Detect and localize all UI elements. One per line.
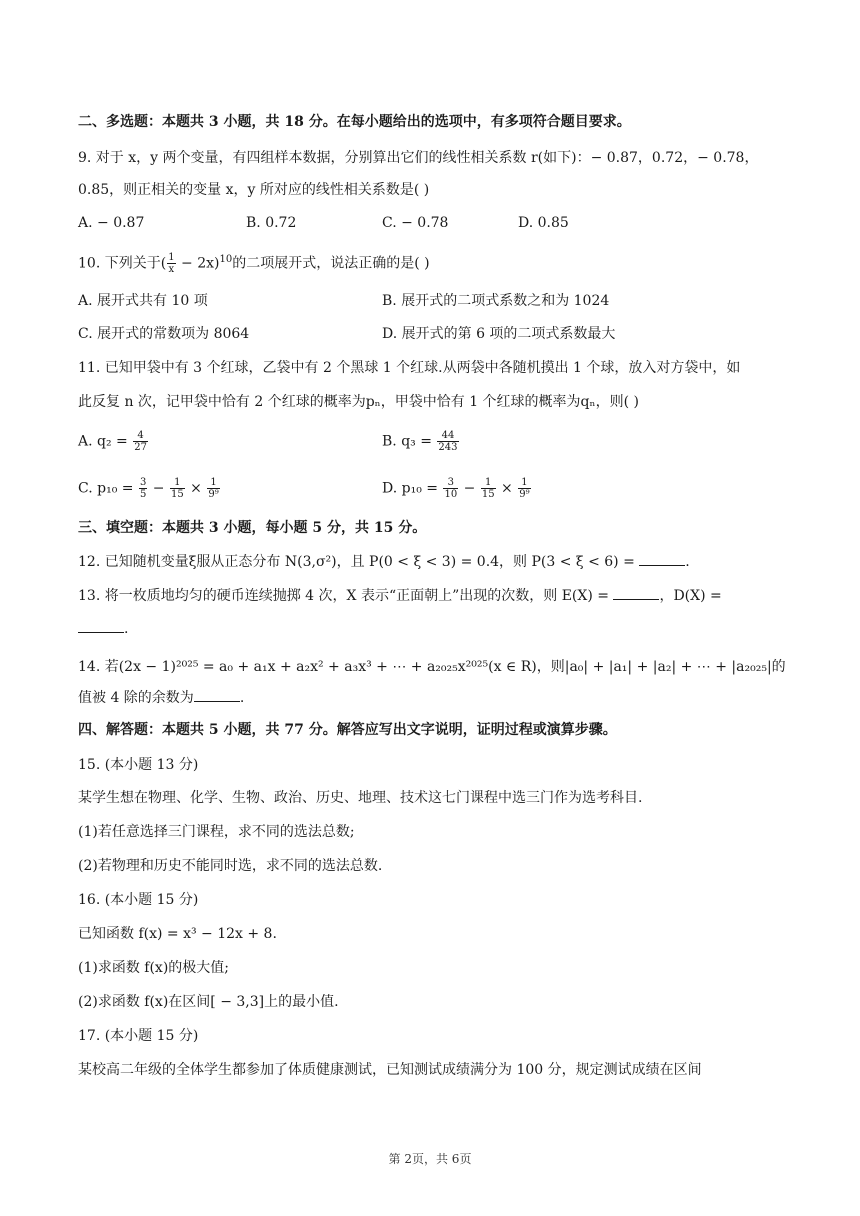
q11-option-d: D. p₁₀ = $\frac{3}{10}$ − $\frac{1}{15}$ × $\frac{1}{\text{9⁹}}$ [382,477,530,500]
q10-option-b: B. 展开式的二项式系数之和为 1024 [382,293,610,309]
q10-fraction: $\frac{1}{x}$ [168,252,175,276]
q9-line1: 9. 对于 x，y 两个变量，有四组样本数据，分别算出它们的线性相关系数 r(如下)：− 0.87，0.72，− 0.78， [78,150,759,166]
q16-head: 16. (本小题 15 分) [78,892,199,908]
q13-line2: . [78,619,790,639]
q15-body: 某学生想在物理、化学、生物、政治、历史、地理、技术这七门课程中选三门作为选考科目. [78,790,643,806]
q11-option-c: C. p₁₀ = $\frac{3}{5}$ − $\frac{1}{15}$ × $\frac{1}{\text{9⁹}}$ [78,477,219,500]
q10-option-a: A. 展开式共有 10 项 [78,293,208,309]
q9-option-b: B. 0.72 [246,215,297,231]
q15-part2: (2)若物理和历史不能同时选，求不同的选法总数. [78,858,383,874]
q16-body: 已知函数 f(x) = x³ − 12x + 8. [78,926,277,942]
q13-line1: 13. 将一枚质地均匀的硬币连续抛掷 4 次，X 表示“正面朝上”出现的次数，则 E(X) = ，D(X) = [78,588,722,604]
q10-stem: 10. 下列关于( $\frac{1}{x}$ − 2x)$^{10}$的二项展开式，说法正确的是( ) [78,252,430,276]
q10-option-d: D. 展开式的第 6 项的二项式系数最大 [382,326,616,342]
q16-part2: (2)求函数 f(x)在区间[ − 3,3]上的最小值. [78,994,339,1010]
q15-head: 15. (本小题 13 分) [78,757,199,773]
q16-part1: (1)求函数 f(x)的极大值; [78,960,229,976]
q11-line2: 此反复 n 次，记甲袋中恰有 2 个红球的概率为pₙ，甲袋中恰有 1 个红球的概率为qₙ，则( ) [78,394,639,410]
q14-blank [194,689,240,702]
q11-option-a: A. q₂ = $\frac{4}{27}$ [78,430,147,453]
q11-option-b: B. q₃ = $\frac{44}{243}$ [382,430,458,453]
q10-option-c: C. 展开式的常数项为 8064 [78,326,250,342]
q9-line2: 0.85，则正相关的变量 x，y 所对应的线性相关系数是( ) [78,182,430,198]
section-4-title: 四、解答题：本题共 5 小题，共 77 分。解答应写出文字说明，证明过程或演算步骤。 [78,722,617,738]
page-footer: 第 2页，共 6页 [388,1152,472,1166]
q13-blank-e [613,587,659,600]
q12-blank [639,553,685,566]
q15-part1: (1)若任意选择三门课程，求不同的选法总数; [78,824,355,840]
q12: 12. 已知随机变量ξ服从正态分布 N(3,σ²)，且 P(0 < ξ < 3) = 0.4，则 P(3 < ξ < 6) = . [78,554,690,570]
q14-line2: 值被 4 除的余数为 . [78,690,245,706]
q17-body: 某校高二年级的全体学生都参加了体质健康测试，已知测试成绩满分为 100 分，规定测试成绩在区间 [78,1062,702,1078]
section-2-title: 二、多选题：本题共 3 小题，共 18 分。在每小题给出的选项中，有多项符合题目要求。 [78,114,631,130]
q9-option-c: C. − 0.78 [382,215,449,231]
section-3-title: 三、填空题：本题共 3 小题，每小题 5 分，共 15 分。 [78,520,427,536]
q9-option-d: D. 0.85 [518,215,569,231]
q11-line1: 11. 已知甲袋中有 3 个红球，乙袋中有 2 个黑球 1 个红球.从两袋中各随机摸出 1 个球，放入对方袋中，如 [78,360,741,376]
q9-option-a: A. − 0.87 [78,215,145,231]
q14-line1: 14. 若(2x − 1)²⁰²⁵ = a₀ + a₁x + a₂x² + a₃x³ + ⋯ + a₂₀₂₅x²⁰²⁵(x ∈ R)，则|a₀| + |a₁| + |a₂| + ⋯ + |a₂₀₂₅|的 [78,659,786,675]
q17-head: 17. (本小题 15 分) [78,1028,199,1044]
q13-blank-d [78,620,124,633]
